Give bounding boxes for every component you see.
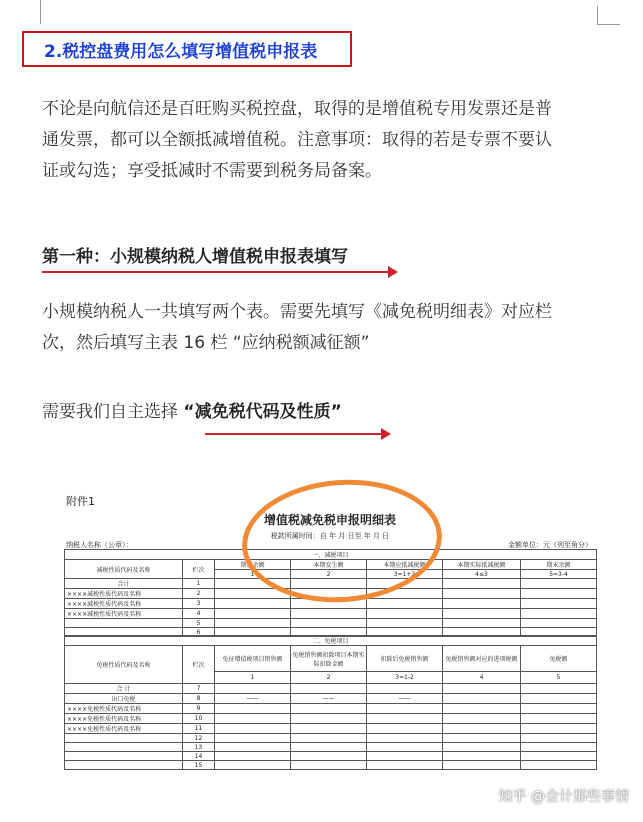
value-cell	[291, 714, 367, 724]
value-cell	[291, 761, 367, 770]
table-row	[65, 684, 597, 694]
value-cell	[443, 619, 521, 628]
row-name-cell	[65, 761, 183, 770]
section1-heading: 第一种：小规模纳税人增值税申报表填写	[42, 247, 348, 267]
header-cell: 减税性质代码及名称	[65, 560, 183, 579]
formula-cell: 5	[521, 672, 597, 684]
value-cell	[443, 589, 521, 599]
value-cell	[367, 619, 443, 628]
row-name-cell: 合计	[65, 579, 183, 589]
row-name-cell	[65, 743, 183, 752]
table-row	[65, 724, 597, 734]
formula-cell: 1	[215, 570, 291, 579]
intro-paragraph	[42, 94, 552, 187]
value-cell	[367, 761, 443, 770]
row-number-cell: 8	[183, 694, 215, 704]
value-cell	[521, 724, 597, 734]
row-number-cell: 12	[183, 734, 215, 743]
value-cell	[291, 724, 367, 734]
value-cell	[215, 609, 291, 619]
row-number-cell: 2	[183, 589, 215, 599]
row-number-cell: 15	[183, 761, 215, 770]
red-arrow-2	[205, 433, 385, 435]
value-cell	[443, 684, 521, 694]
value-cell	[367, 752, 443, 761]
value-cell	[215, 724, 291, 734]
value-cell	[443, 579, 521, 589]
exemption-section-title: 二、免税项目	[65, 636, 597, 646]
value-cell	[443, 714, 521, 724]
row-name-cell	[65, 619, 183, 628]
value-cell	[291, 704, 367, 714]
section1-line: 次，然后填写主表 16 栏 “应纳税额减征额”	[42, 333, 370, 353]
row-name-cell: ××××免税性质代码及名称	[65, 714, 183, 724]
value-cell	[443, 609, 521, 619]
row-number-cell: 11	[183, 724, 215, 734]
row-number-cell: 14	[183, 752, 215, 761]
row-name-cell: 出口免税	[65, 694, 183, 704]
value-cell	[215, 704, 291, 714]
value-cell	[521, 761, 597, 770]
table-row	[65, 743, 597, 752]
form-title: 增值税减免税申报明细表	[263, 513, 396, 527]
row-name-cell	[65, 752, 183, 761]
value-cell	[367, 599, 443, 609]
value-cell	[215, 734, 291, 743]
form-attachment-label: 附件1	[66, 495, 95, 508]
value-cell	[443, 752, 521, 761]
row-number-cell: 13	[183, 743, 215, 752]
form-unit: 金额单位：元（列至角分）	[508, 541, 592, 549]
intro-line: 不论是向航信还是百旺购买税控盘，取得的是增值税专用发票还是普	[42, 99, 552, 119]
value-cell	[215, 714, 291, 724]
value-cell	[521, 714, 597, 724]
red-arrow-1	[42, 271, 392, 273]
value-cell	[443, 694, 521, 704]
value-cell	[521, 704, 597, 714]
row-name-cell: ××××减税性质代码及名称	[65, 609, 183, 619]
value-cell	[291, 752, 367, 761]
row-number-cell: 5	[183, 619, 215, 628]
value-cell	[521, 743, 597, 752]
value-cell	[521, 694, 597, 704]
table-row	[65, 609, 597, 619]
form-taxpayer-name: 纳税人名称（公章）：	[66, 541, 133, 549]
value-cell	[521, 579, 597, 589]
table-row	[65, 704, 597, 714]
value-cell	[367, 743, 443, 752]
formula-cell: 3=1+2	[367, 570, 443, 579]
table-row	[65, 734, 597, 743]
header-cell: 期末余额	[521, 560, 597, 570]
choose-bold: “减免税代码及性质”	[183, 402, 342, 422]
row-name-cell: ××××减税性质代码及名称	[65, 599, 183, 609]
row-name-cell	[65, 734, 183, 743]
row-name-cell: ××××免税性质代码及名称	[65, 704, 183, 714]
header-cell: 免征增值税项目销售额	[215, 646, 291, 672]
value-cell	[215, 761, 291, 770]
value-cell: ——	[291, 694, 367, 704]
value-cell	[443, 704, 521, 714]
value-cell	[521, 609, 597, 619]
intro-line: 证或勾选；享受抵减时不需要到税务局备案。	[42, 161, 382, 181]
formula-cell: 5=3-4	[521, 570, 597, 579]
value-cell	[291, 743, 367, 752]
table-row	[65, 694, 597, 704]
value-cell	[367, 609, 443, 619]
row-name-cell: 合 计	[65, 684, 183, 694]
header-cell: 栏次	[183, 560, 215, 579]
value-cell	[291, 619, 367, 628]
value-cell	[215, 684, 291, 694]
value-cell	[443, 724, 521, 734]
value-cell	[367, 704, 443, 714]
section-title: 2.税控盘费用怎么填写增值税申报表	[44, 41, 318, 62]
corner-mark-right	[597, 6, 620, 25]
row-number-cell: 6	[183, 628, 215, 637]
value-cell	[443, 743, 521, 752]
value-cell	[367, 734, 443, 743]
table-row	[65, 752, 597, 761]
formula-cell: 4≤3	[443, 570, 521, 579]
value-cell	[521, 734, 597, 743]
header-cell: 期初余额	[215, 560, 291, 570]
table-row	[65, 714, 597, 724]
header-cell: 栏次	[183, 646, 215, 684]
value-cell	[291, 734, 367, 743]
value-cell: ——	[367, 694, 443, 704]
value-cell	[521, 684, 597, 694]
value-cell	[521, 752, 597, 761]
formula-cell: 2	[291, 672, 367, 684]
formula-cell: 3=1-2	[367, 672, 443, 684]
value-cell	[291, 684, 367, 694]
watermark: 知乎 @会计那些事情	[498, 789, 629, 805]
header-cell: 本期实际抵减税额	[443, 560, 521, 570]
value-cell	[215, 752, 291, 761]
reduction-section-title: 一、减税项目	[65, 550, 597, 560]
formula-cell: 4	[443, 672, 521, 684]
section1-paragraph	[42, 297, 552, 359]
value-cell	[367, 684, 443, 694]
row-number-cell: 9	[183, 704, 215, 714]
formula-cell: 1	[215, 672, 291, 684]
value-cell	[521, 619, 597, 628]
value-cell	[215, 599, 291, 609]
header-cell: 免税性质代码及名称	[65, 646, 183, 684]
header-cell: 免税额	[521, 646, 597, 672]
value-cell	[367, 724, 443, 734]
row-name-cell: ××××免税性质代码及名称	[65, 724, 183, 734]
formula-cell: 2	[291, 570, 367, 579]
choose-prefix: 需要我们自主选择	[42, 402, 178, 422]
row-number-cell: 4	[183, 609, 215, 619]
corner-mark-left	[40, 0, 42, 24]
value-cell	[443, 734, 521, 743]
row-number-cell: 3	[183, 599, 215, 609]
row-number-cell: 1	[183, 579, 215, 589]
section-title-box	[22, 31, 352, 67]
header-cell: 本期应抵减税额	[367, 560, 443, 570]
row-number-cell: 10	[183, 714, 215, 724]
header-cell: 本期发生额	[291, 560, 367, 570]
value-cell	[367, 714, 443, 724]
table-row	[65, 619, 597, 628]
intro-line: 通发票，都可以全额抵减增值税。注意事项：取得的若是专票不要认	[42, 130, 552, 150]
header-cell: 免税销售额扣除项目本期实际扣除金额	[291, 646, 367, 672]
value-cell	[521, 589, 597, 599]
section1-line: 小规模纳税人一共填写两个表。需要先填写《减免税明细表》对应栏	[42, 302, 552, 322]
header-cell: 免税销售额对应的进项税额	[443, 646, 521, 672]
value-cell	[521, 599, 597, 609]
row-number-cell: 7	[183, 684, 215, 694]
value-cell	[443, 599, 521, 609]
value-cell: ——	[215, 694, 291, 704]
exemption-table	[64, 635, 597, 770]
choose-line	[42, 397, 342, 428]
row-name-cell: ××××减税性质代码及名称	[65, 589, 183, 599]
value-cell	[291, 609, 367, 619]
value-cell	[215, 619, 291, 628]
form-period: 税款所属时间：自 年 月 日至 年 月 日	[270, 532, 390, 540]
table-row	[65, 761, 597, 770]
header-cell: 扣除后免税销售额	[367, 646, 443, 672]
value-cell	[215, 743, 291, 752]
value-cell	[443, 761, 521, 770]
